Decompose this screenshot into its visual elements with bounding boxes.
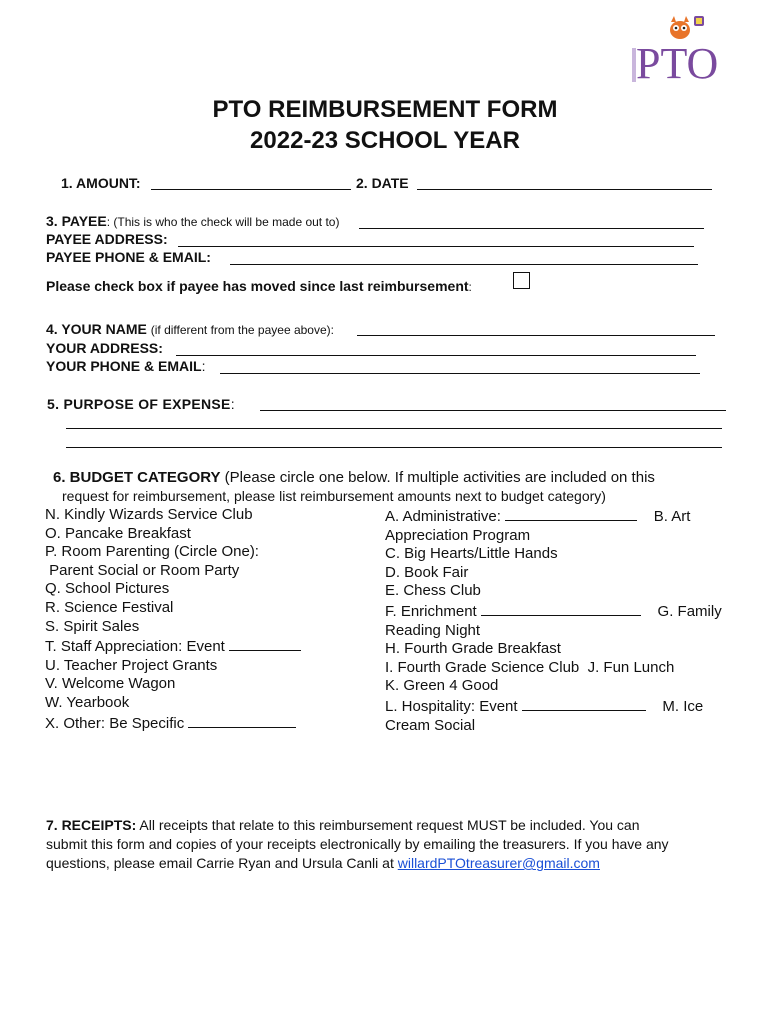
budget-option-t[interactable]: T. Staff Appreciation: Event — [45, 638, 225, 656]
your-name-label: 4. YOUR NAME — [46, 321, 147, 337]
logo-text: PTO — [636, 39, 719, 88]
budget-option-b-detail[interactable]: Appreciation Program — [385, 526, 531, 544]
budget-option-k[interactable]: K. Green 4 Good — [385, 677, 499, 695]
purpose-label: 5. PURPOSE OF EXPENSE — [47, 396, 231, 412]
payee-address-label: PAYEE ADDRESS: — [46, 231, 168, 247]
budget-option-m-detail[interactable]: Cream Social — [385, 716, 476, 734]
receipts-heading: 7. RECEIPTS: — [46, 817, 137, 833]
form-title-line1: PTO REIMBURSEMENT FORM — [212, 96, 558, 123]
moved-check-colon: : — [468, 280, 472, 294]
budget-option-o[interactable]: O. Pancake Breakfast — [45, 524, 191, 542]
payee-label-row — [46, 213, 339, 229]
payee-note: : (This is who the check will be made out to) — [106, 215, 340, 229]
budget-option-i-j[interactable]: I. Fourth Grade Science Club J. Fun Lunch — [385, 658, 675, 676]
budget-option-n[interactable]: N. Kindly Wizards Service Club — [45, 506, 253, 523]
administrative-field[interactable] — [505, 506, 637, 521]
your-address-label: YOUR ADDRESS: — [46, 340, 163, 356]
purpose-field-line-3[interactable] — [66, 447, 722, 448]
budget-heading: 6. BUDGET CATEGORY — [53, 469, 221, 486]
your-name-row — [46, 321, 334, 337]
budget-option-g[interactable]: G. Family — [657, 602, 722, 620]
budget-option-l[interactable]: L. Hospitality: Event — [385, 697, 518, 715]
staff-event-field[interactable] — [229, 636, 301, 651]
payee-label: 3. PAYEE — [46, 213, 107, 229]
date-label: 2. DATE — [356, 175, 409, 191]
receipts-line-3: questions, please email Carrie Ryan and Ursula Canli at — [46, 855, 398, 871]
budget-left-column — [45, 506, 301, 733]
your-phone-label: YOUR PHONE & EMAIL — [46, 358, 202, 374]
budget-option-b[interactable]: B. Art — [653, 508, 691, 525]
budget-option-p[interactable]: P. Room Parenting (Circle One): — [45, 543, 259, 561]
budget-option-u[interactable]: U. Teacher Project Grants — [45, 656, 218, 674]
purpose-field-line-2[interactable] — [66, 428, 722, 429]
purpose-row — [47, 396, 235, 412]
budget-option-m[interactable]: M. Ice — [662, 697, 704, 715]
budget-option-a[interactable]: A. Administrative: — [385, 508, 501, 525]
your-address-field[interactable] — [176, 355, 696, 356]
treasurer-email-link[interactable]: willardPTOtreasurer@gmail.com — [397, 855, 600, 871]
budget-option-q[interactable]: Q. School Pictures — [45, 580, 170, 598]
pto-logo — [628, 10, 728, 88]
your-phone-field[interactable] — [220, 373, 700, 374]
budget-option-h[interactable]: H. Fourth Grade Breakfast — [385, 640, 561, 658]
budget-option-w[interactable]: W. Yearbook — [45, 693, 130, 711]
other-specific-field[interactable] — [188, 713, 296, 728]
owl-mascot-icon — [670, 16, 704, 39]
payee-address-field[interactable] — [178, 246, 694, 247]
budget-option-f[interactable]: F. Enrichment — [385, 602, 477, 620]
budget-option-x[interactable]: X. Other: Be Specific — [45, 714, 185, 732]
your-name-field[interactable] — [357, 335, 715, 336]
budget-option-g-detail[interactable]: Reading Night — [385, 621, 481, 639]
budget-right-row-f — [385, 601, 722, 622]
hospitality-event-field[interactable] — [522, 696, 646, 711]
your-phone-row — [46, 358, 205, 374]
budget-option-e[interactable]: E. Chess Club — [385, 582, 481, 600]
budget-option-r[interactable]: R. Science Festival — [45, 598, 174, 616]
payee-field[interactable] — [359, 228, 704, 229]
receipts-line-2: submit this form and copies of your receipts electronically by emailing the treasurers. If you have any — [46, 836, 669, 852]
budget-option-x-row — [45, 713, 301, 734]
budget-option-d[interactable]: D. Book Fair — [385, 563, 469, 581]
moved-check-label: Please check box if payee has moved since last reimbursement — [46, 278, 469, 294]
budget-heading-row — [53, 469, 655, 486]
budget-option-p-detail[interactable]: Parent Social or Room Party — [45, 561, 240, 579]
amount-field[interactable] — [151, 189, 351, 190]
budget-instructions-1: (Please circle one below. If multiple activities are included on this — [220, 469, 655, 486]
purpose-colon: : — [230, 396, 235, 412]
payee-phone-field[interactable] — [230, 264, 698, 265]
budget-right-row-a — [385, 506, 722, 527]
budget-option-c[interactable]: C. Big Hearts/Little Hands — [385, 545, 558, 563]
moved-check-row — [46, 278, 472, 294]
budget-instructions-2: request for reimbursement, please list reimbursement amounts next to budget category) — [62, 488, 606, 504]
date-field[interactable] — [417, 189, 712, 190]
budget-option-t-row — [45, 636, 301, 657]
budget-option-s[interactable]: S. Spirit Sales — [45, 617, 140, 635]
form-title-line2: 2022-23 SCHOOL YEAR — [250, 127, 520, 154]
budget-right-column — [385, 506, 722, 735]
amount-label: 1. AMOUNT: — [61, 175, 141, 191]
your-phone-colon: : — [201, 358, 206, 374]
payee-moved-checkbox[interactable] — [513, 272, 530, 289]
enrichment-field[interactable] — [481, 601, 641, 616]
receipts-section — [46, 816, 669, 873]
payee-phone-label: PAYEE PHONE & EMAIL: — [46, 249, 211, 265]
purpose-field-line-1[interactable] — [260, 410, 726, 411]
budget-option-v[interactable]: V. Welcome Wagon — [45, 675, 176, 693]
budget-right-row-l — [385, 696, 722, 717]
your-name-note: (if different from the payee above): — [150, 323, 334, 337]
receipts-line-1: All receipts that relate to this reimbursement request MUST be included. You can — [136, 817, 640, 833]
